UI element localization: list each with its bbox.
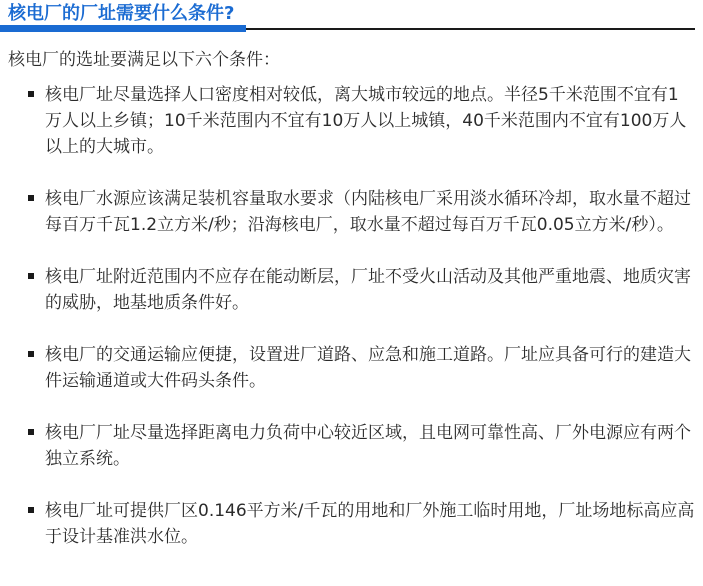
list-item-text: 核电厂水源应该满足装机容量取水要求（内陆核电厂采用淡水循环冷却，取水量不超过每百万千瓦1.2立方米/秒；沿海核电厂，取水量不超过每百万千瓦0.05立方米/秒）。 [45, 189, 691, 235]
conditions-list [8, 82, 695, 550]
page-title-text: 核电厂的厂址需要什么条件? [8, 3, 235, 24]
intro-text: 核电厂的选址要满足以下六个条件： [8, 50, 280, 70]
list-item [8, 264, 695, 316]
page-title [8, 4, 695, 30]
list-item [8, 82, 695, 160]
list-item [8, 186, 695, 238]
bullet-square-icon [28, 195, 34, 201]
list-item-text: 核电厂址可提供厂区0.146平方米/千瓦的用地和厂外施工临时用地，厂址场地标高应高于设计基准洪水位。 [45, 501, 695, 547]
title-accent-bar [0, 25, 246, 32]
bullet-square-icon [28, 429, 34, 435]
bullet-square-icon [28, 91, 34, 97]
list-item [8, 342, 695, 394]
list-item [8, 498, 695, 550]
list-item-text: 核电厂厂址尽量选择距离电力负荷中心较近区域，且电网可靠性高、厂外电源应有两个独立系统。 [45, 423, 691, 469]
bullet-square-icon [28, 351, 34, 357]
bullet-square-icon [28, 507, 34, 513]
list-item [8, 420, 695, 472]
list-item-text: 核电厂址尽量选择人口密度相对较低，离大城市较远的地点。半径5千米范围不宜有1万人以上乡镇；10千米范围内不宜有10万人以上城镇，40千米范围内不宜有100万人以上的大城市。 [45, 85, 687, 157]
list-item-text: 核电厂的交通运输应便捷，设置进厂道路、应急和施工道路。厂址应具备可行的建造大件运输通道或大件码头条件。 [45, 345, 691, 391]
list-item-text: 核电厂址附近范围内不应存在能动断层，厂址不受火山活动及其他严重地震、地质灾害的威胁，地基地质条件好。 [45, 267, 691, 313]
bullet-square-icon [28, 273, 34, 279]
